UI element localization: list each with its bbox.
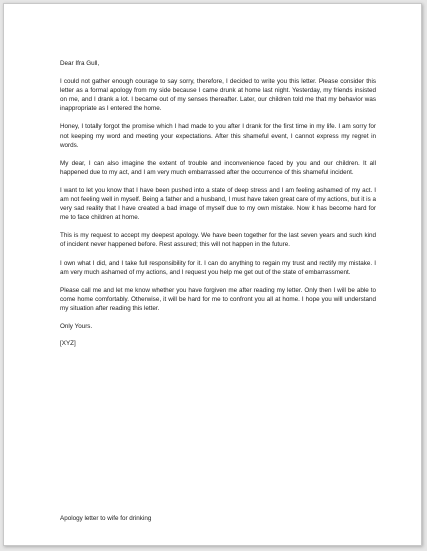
letter-paragraph-2: Honey, I totally forgot the promise which I had made to you after I drank for the first time in my life. I am sorry for not keeping my word and meeting your expectations. After this shameful event, I cannot express my regret in words. — [60, 123, 376, 149]
letter-closing: Only Yours. — [60, 322, 93, 330]
letter-salutation: Dear Ifra Gull, — [60, 60, 100, 67]
letter-paragraph-1: I could not gather enough courage to say sorry, therefore, I decided to write you this letter. Please consider this letter as a formal apology from my side because I came drunk at home last night. Yesterday, my friends insisted on me, and I drank a lot. I became out of my senses thereafter. Later, our children told me that my behavior was inappropriate as I entered the home. — [60, 78, 376, 113]
letter-paragraph-7: Please call me and let me know whether you have forgiven me after reading my letter. Only then I will be able to come home comfortably. Otherwise, it will be hard for me to confront you all at home. I hope you will understand my situation after reading this letter. — [60, 286, 376, 312]
letter-paragraph-6: I own what I did, and I take full responsibility for it. I can do anything to regain my trust and rectify my mistake. I am very much ashamed of my actions, and I request you help me get out of the state of embarrassment. — [60, 259, 376, 276]
letter-paragraph-4: I want to let you know that I have been pushed into a state of deep stress and I am feeling ashamed of my act. I am not feeling well in myself. Being a father and a husband, I must have taken great care of my actions, but it is a very sad reality that I have created a bad image of myself due to my own mistake. Now it has become hard for me to face children at home. — [60, 186, 376, 222]
page-footer-caption: Apology letter to wife for drinking — [60, 515, 152, 522]
letter-signature: [XYZ] — [60, 340, 76, 348]
document-page — [3, 3, 422, 546]
letter-body — [60, 59, 376, 357]
letter-paragraph-5: This is my request to accept my deepest apology. We have been together for the last seven years and such kind of incident never happened before. Rest assured; this will not happen in the future. — [60, 232, 376, 249]
letter-paragraph-3: My dear, I can also imagine the extent of trouble and inconvenience faced by you and our children. It all happened due to my act, and I am very much embarrassed after the occurrence of this shameful incident. — [60, 159, 376, 176]
